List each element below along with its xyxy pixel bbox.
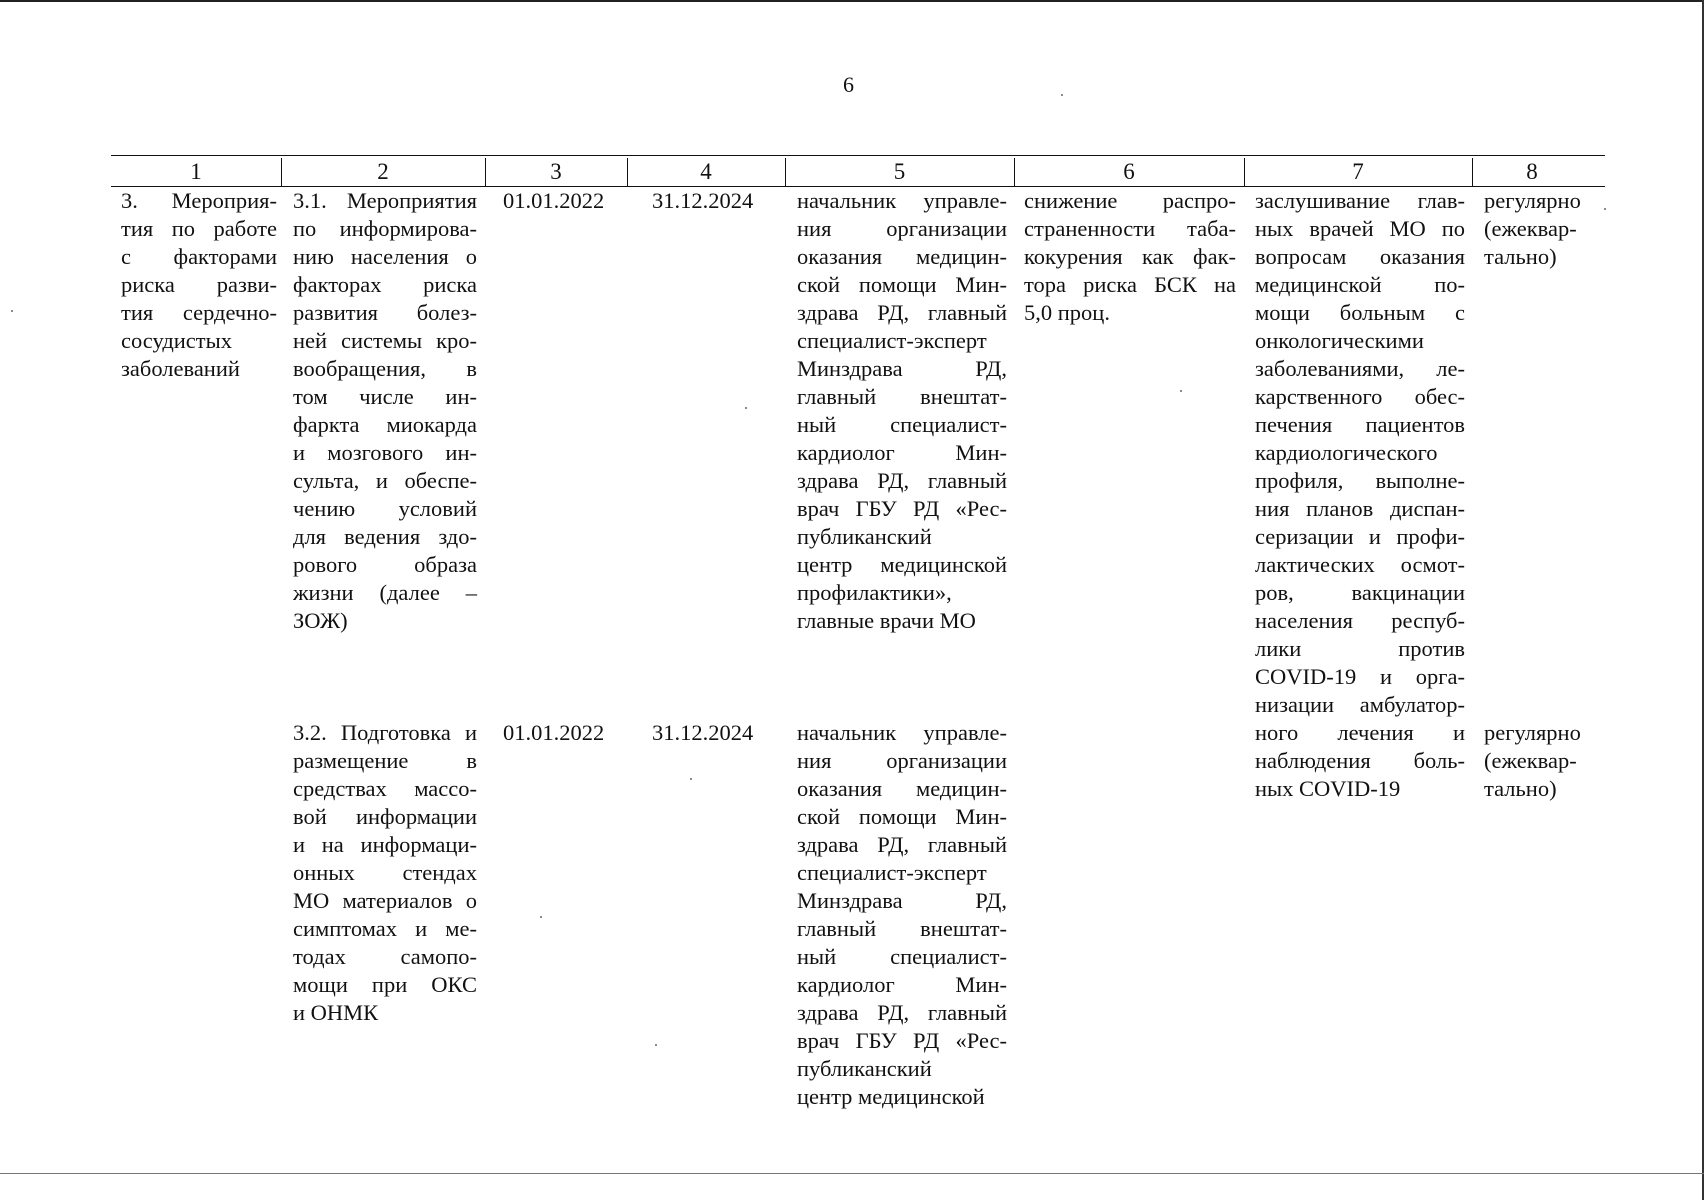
header-cell: 8	[1526, 159, 1538, 184]
cell-line: публиканский	[797, 524, 932, 549]
cell-line: заболеваниями, ле-	[1255, 356, 1465, 381]
cell-line: (ежеквар-	[1484, 216, 1577, 241]
header-cell: 4	[700, 159, 712, 184]
cell-line: специалист-эксперт	[797, 328, 987, 353]
cell-line: COVID-19 и орга-	[1255, 664, 1465, 689]
cell-line: 5,0 проц.	[1024, 300, 1110, 325]
cell-row1-col4	[652, 187, 782, 215]
cell-line: ных COVID-19	[1255, 776, 1401, 801]
cell-line: Минздрава РД,	[797, 356, 1007, 381]
cell-line: страненности таба-	[1024, 216, 1236, 241]
cell-line: публиканский	[797, 1056, 932, 1081]
scan-speck	[1180, 390, 1182, 392]
cell-line: ных врачей МО по	[1255, 216, 1465, 241]
cell-line: МО материалов о	[293, 888, 477, 913]
cell-line: кардиологического	[1255, 440, 1438, 465]
cell-line: здрава РД, главный	[797, 1000, 1007, 1025]
cell-line: ного лечения и	[1255, 720, 1465, 745]
cell-line: 3.1. Мероприятия	[293, 188, 477, 213]
cell-line: (ежеквар-	[1484, 748, 1577, 773]
cell-line: средствах массо-	[293, 776, 477, 801]
scan-speck	[1604, 208, 1606, 210]
cell-line: здрава РД, главный	[797, 832, 1007, 857]
cell-row1-col7	[1255, 187, 1465, 803]
end-date: 31.12.2024	[652, 720, 754, 745]
end-date: 31.12.2024	[652, 188, 754, 213]
header-cell: 3	[550, 159, 562, 184]
cell-line: с факторами	[121, 244, 277, 269]
scan-speck	[690, 778, 692, 780]
cell-line: 3. Мероприя-	[121, 188, 277, 213]
scan-speck	[655, 1044, 657, 1046]
cell-line: по информирова-	[293, 216, 477, 241]
cell-line: специалист-эксперт	[797, 860, 987, 885]
header-cell: 6	[1123, 159, 1135, 184]
cell-row2-col4	[652, 719, 782, 747]
cell-line: тально)	[1484, 244, 1557, 269]
cell-line: тия сердечно-	[121, 300, 277, 325]
cell-line: лактических осмот-	[1255, 552, 1465, 577]
cell-line: мощи при ОКС	[293, 972, 477, 997]
cell-line: кардиолог Мин-	[797, 972, 1007, 997]
scan-speck	[540, 916, 542, 918]
cell-line: жизни (далее –	[293, 580, 477, 605]
cell-line: ЗОЖ)	[293, 608, 348, 633]
cell-line: кокурения как фак-	[1024, 244, 1236, 269]
cell-line: тально)	[1484, 776, 1557, 801]
cell-line: медицинской по-	[1255, 272, 1465, 297]
cell-line: ской помощи Мин-	[797, 804, 1007, 829]
cell-row2-col5	[797, 719, 1007, 1111]
cell-row2-col2	[293, 719, 477, 1027]
cell-line: 3.2. Подготовка и	[293, 720, 477, 745]
cell-line: Минздрава РД,	[797, 888, 1007, 913]
cell-line: онных стендах	[293, 860, 477, 885]
cell-line: нию населения о	[293, 244, 477, 269]
start-date: 01.01.2022	[503, 188, 605, 213]
cell-row2-col3	[503, 719, 625, 747]
cell-line: здрава РД, главный	[797, 468, 1007, 493]
cell-line: онкологическими	[1255, 328, 1424, 353]
cell-line: врач ГБУ РД «Рес-	[797, 496, 1007, 521]
cell-line: и мозгового ин-	[293, 440, 477, 465]
cell-line: факторах риска	[293, 272, 477, 297]
cell-row2-col8	[1484, 719, 1596, 803]
cell-row1-col8	[1484, 187, 1596, 271]
cell-row1-col5	[797, 187, 1007, 635]
cell-line: карственного обес-	[1255, 384, 1465, 409]
cell-line: сосудистых	[121, 328, 232, 353]
header-cell: 2	[377, 159, 389, 184]
cell-line: ния организации	[797, 216, 1007, 241]
cell-line: тия по работе	[121, 216, 277, 241]
cell-line: симптомах и ме-	[293, 916, 477, 941]
cell-row1-col2	[293, 187, 477, 635]
cell-line: тодах самопо-	[293, 944, 477, 969]
cell-line: начальник управле-	[797, 188, 1007, 213]
cell-line: сульта, и обеспе-	[293, 468, 477, 493]
cell-line: главный внештат-	[797, 384, 1007, 409]
cell-line: тора риска БСК на	[1024, 272, 1236, 297]
cell-line: оказания медицин-	[797, 244, 1007, 269]
cell-row1-col1	[121, 187, 277, 383]
cell-line: размещение в	[293, 748, 477, 773]
cell-line: регулярно	[1484, 720, 1581, 745]
page-number: 6	[843, 72, 854, 97]
cell-line: лики против	[1255, 636, 1465, 661]
cell-line: центр медицинской	[797, 1084, 985, 1109]
cell-line: ный специалист-	[797, 944, 1007, 969]
cell-line: развития болез-	[293, 300, 477, 325]
header-cell: 5	[893, 159, 906, 184]
cell-line: врач ГБУ РД «Рес-	[797, 1028, 1007, 1053]
cell-line: кардиолог Мин-	[797, 440, 1007, 465]
cell-line: вой информации	[293, 804, 477, 829]
cell-line: профиля, выполне-	[1255, 468, 1465, 493]
cell-line: для ведения здо-	[293, 524, 477, 549]
header-cell: 1	[190, 159, 202, 184]
cell-line: вообращения, в	[293, 356, 477, 381]
scan-speck	[1061, 94, 1063, 96]
cell-line: наблюдения боль-	[1255, 748, 1465, 773]
cell-line: заслушивание глав-	[1255, 188, 1465, 213]
cell-line: ской помощи Мин-	[797, 272, 1007, 297]
cell-line: низации амбулатор-	[1255, 692, 1465, 717]
scan-edge-bottom	[0, 1173, 1704, 1174]
cell-line: рового образа	[293, 552, 477, 577]
cell-line: риска разви-	[121, 272, 277, 297]
cell-line: населения респуб-	[1255, 608, 1465, 633]
start-date: 01.01.2022	[503, 720, 605, 745]
cell-line: печения пациентов	[1255, 412, 1465, 437]
cell-line: ный специалист-	[797, 412, 1007, 437]
cell-line: и на информаци-	[293, 832, 477, 857]
table-top-rule	[111, 155, 1605, 156]
cell-line: снижение распро-	[1024, 188, 1236, 213]
cell-line: ния планов диспан-	[1255, 496, 1465, 521]
cell-line: здрава РД, главный	[797, 300, 1007, 325]
cell-line: регулярно	[1484, 188, 1581, 213]
header-cell: 7	[1352, 159, 1364, 184]
cell-row1-col3	[503, 187, 625, 215]
cell-line: том числе ин-	[293, 384, 477, 409]
cell-row1-col6	[1024, 187, 1236, 327]
cell-line: центр медицинской	[797, 552, 1007, 577]
cell-line: ней системы кро-	[293, 328, 477, 353]
cell-line: профилактики»,	[797, 580, 952, 605]
cell-line: и ОНМК	[293, 1000, 379, 1025]
scan-speck	[11, 310, 13, 312]
cell-line: оказания медицин-	[797, 776, 1007, 801]
cell-line: ров, вакцинации	[1255, 580, 1465, 605]
cell-line: главный внештат-	[797, 916, 1007, 941]
scan-edge-top	[0, 0, 1704, 2]
cell-line: главные врачи МО	[797, 608, 976, 633]
cell-line: начальник управле-	[797, 720, 1007, 745]
cell-line: серизации и профи-	[1255, 524, 1465, 549]
cell-line: ния организации	[797, 748, 1007, 773]
scan-speck	[745, 407, 747, 409]
cell-line: фаркта миокарда	[293, 412, 477, 437]
cell-line: вопросам оказания	[1255, 244, 1465, 269]
cell-line: чению условий	[293, 496, 477, 521]
cell-line: заболеваний	[121, 356, 240, 381]
cell-line: мощи больным с	[1255, 300, 1465, 325]
